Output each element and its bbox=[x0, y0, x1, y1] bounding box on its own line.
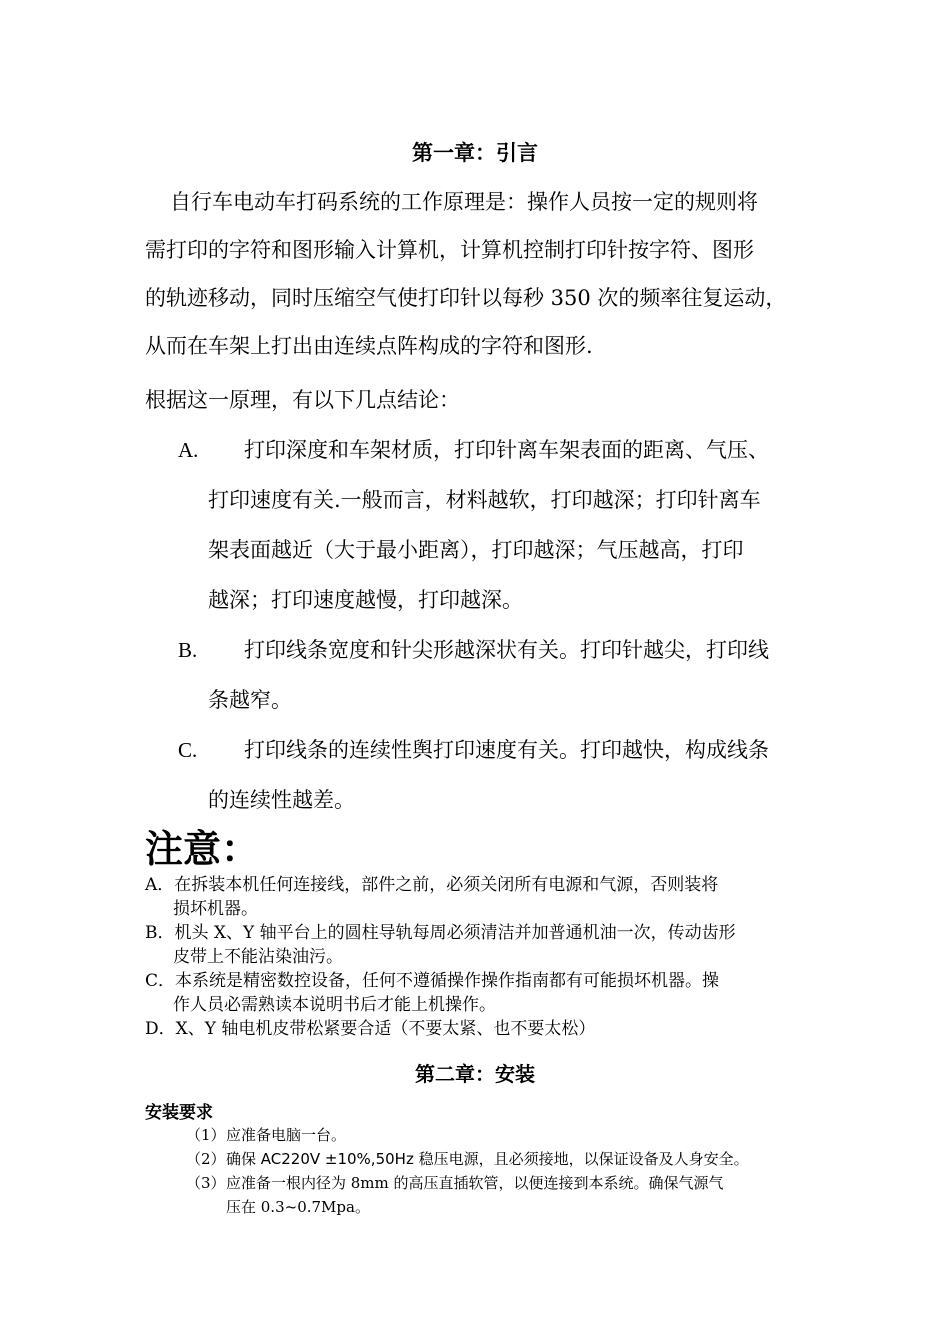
requirement-marker: （2） bbox=[186, 1150, 226, 1168]
item-text: 打印深度和车架材质，打印针离车架表面的距离、气压、 bbox=[244, 438, 769, 462]
conclusion-list bbox=[178, 425, 818, 825]
notice-heading: 注意： bbox=[145, 826, 260, 871]
item-text: 架表面越近（大于最小距离），打印越深；气压越高，打印 bbox=[208, 538, 744, 562]
notice-item bbox=[145, 921, 825, 969]
requirements-list bbox=[186, 1123, 826, 1219]
requirement-marker: （3） bbox=[186, 1174, 226, 1192]
intro-line: 自行车电动车打码系统的工作原理是：操作人员按一定的规则将 bbox=[170, 190, 758, 214]
requirement-item bbox=[186, 1147, 826, 1171]
conclusion-item-c bbox=[178, 725, 818, 825]
intro-line: 的轨迹移动，同时压缩空气使打印针以每秒 350 次的频率往复运动， bbox=[145, 286, 787, 310]
notice-text: C．本系统是精密数控设备，任何不遵循操作操作指南都有可能损坏机器。操 bbox=[145, 971, 720, 991]
notice-text: 损坏机器。 bbox=[173, 899, 258, 919]
item-marker: B. bbox=[178, 638, 198, 662]
requirement-text: 确保 AC220V ±10%,50Hz 稳压电源，且必须接地，以保证设备及人身安全。 bbox=[226, 1150, 749, 1168]
notice-text: B．机头 X、Y 轴平台上的圆柱导轨每周必须清洁并加普通机油一次，传动齿形 bbox=[145, 923, 736, 943]
conclusion-item-a bbox=[178, 425, 818, 625]
item-text: 的连续性越差。 bbox=[208, 788, 355, 812]
item-text: 越深；打印速度越慢，打印越深。 bbox=[208, 588, 523, 612]
item-text: 打印速度有关.一般而言，材料越软，打印越深；打印针离车 bbox=[208, 488, 761, 512]
requirement-text: 应准备一根内径为 8mm 的高压直插软管，以便连接到本系统。确保气源气 bbox=[226, 1174, 724, 1192]
item-text: 打印线条宽度和针尖形越深状有关。打印针越尖，打印线 bbox=[244, 638, 769, 662]
intro-line: 需打印的字符和图形输入计算机，计算机控制打印针按字符、图形 bbox=[145, 238, 754, 262]
section-heading: 安装要求 bbox=[145, 1103, 213, 1123]
notice-item bbox=[145, 873, 825, 921]
requirement-item bbox=[186, 1123, 826, 1147]
item-marker: A. bbox=[178, 438, 199, 462]
notice-list bbox=[145, 873, 825, 1041]
intro-line: 从而在车架上打出由连续点阵构成的字符和图形. bbox=[145, 334, 593, 358]
notice-item bbox=[145, 969, 825, 1017]
requirement-item bbox=[186, 1171, 826, 1219]
item-marker: C. bbox=[178, 738, 198, 762]
item-text: 打印线条的连续性舆打印速度有关。打印越快，构成线条 bbox=[244, 738, 769, 762]
notice-text: A．在拆装本机任何连接线，部件之前，必须关闭所有电源和气源，否则装将 bbox=[145, 875, 719, 895]
notice-text: D．X、Y 轴电机皮带松紧要合适（不要太紧、也不要太松） bbox=[145, 1019, 596, 1039]
requirement-text: 压在 0.3~0.7Mpa。 bbox=[226, 1198, 370, 1216]
item-text: 条越窄。 bbox=[208, 688, 292, 712]
notice-text: 皮带上不能沾染油污。 bbox=[173, 947, 343, 967]
notice-text: 作人员必需熟读本说明书后才能上机操作。 bbox=[173, 995, 496, 1015]
chapter-1-title: 第一章：引言 bbox=[412, 141, 538, 165]
requirement-text: 应准备电脑一台。 bbox=[226, 1126, 347, 1144]
intro-paragraph bbox=[145, 178, 835, 370]
requirement-marker: （1） bbox=[186, 1126, 226, 1144]
conclusion-lead: 根据这一原理，有以下几点结论： bbox=[145, 388, 460, 412]
chapter-2-title: 第二章：安装 bbox=[415, 1062, 535, 1086]
conclusion-item-b bbox=[178, 625, 818, 725]
notice-item bbox=[145, 1017, 825, 1041]
